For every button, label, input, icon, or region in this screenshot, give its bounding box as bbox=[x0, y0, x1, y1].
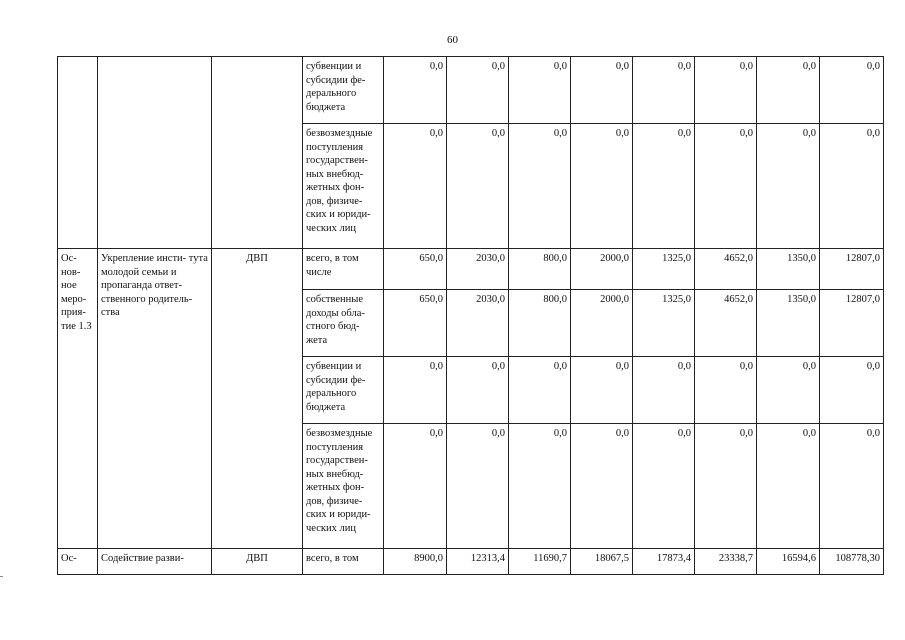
value-cell: 0,0 bbox=[384, 57, 447, 124]
funding-source-cell: собственные доходы обла- стного бюд- жета bbox=[303, 290, 384, 357]
table-row bbox=[58, 249, 884, 290]
value-cell: 0,0 bbox=[633, 57, 695, 124]
value-cell: 11690,7 bbox=[509, 549, 571, 575]
value-cell: 0,0 bbox=[447, 357, 509, 424]
table-row bbox=[58, 549, 884, 575]
value-cell: 0,0 bbox=[509, 424, 571, 549]
funding-source-cell: субвенции и субсидии фе- дерального бюджета bbox=[303, 57, 384, 124]
table-row bbox=[58, 57, 884, 124]
value-cell: 0,0 bbox=[633, 424, 695, 549]
title-cell: Содействие разви- bbox=[98, 549, 212, 575]
value-cell: 0,0 bbox=[571, 357, 633, 424]
value-cell: 108778,30 bbox=[820, 549, 884, 575]
funding-source-cell: безвозмездные поступления государствен- ных внебюд- жетных фон- дов, физиче- ских и юриди- ческих лиц bbox=[303, 124, 384, 249]
value-cell: 12313,4 bbox=[447, 549, 509, 575]
title-cell: Укрепление инсти- тута молодой семьи и пропаганда ответ- ственного родитель- ства bbox=[98, 249, 212, 549]
value-cell: 1325,0 bbox=[633, 249, 695, 290]
value-cell: 0,0 bbox=[509, 57, 571, 124]
value-cell: 0,0 bbox=[820, 57, 884, 124]
value-cell: 1350,0 bbox=[757, 249, 820, 290]
page-number: 60 bbox=[447, 34, 458, 46]
value-cell: 0,0 bbox=[757, 57, 820, 124]
value-cell: 12807,0 bbox=[820, 249, 884, 290]
value-cell: 0,0 bbox=[695, 357, 757, 424]
value-cell: 0,0 bbox=[820, 424, 884, 549]
value-cell: 0,0 bbox=[571, 124, 633, 249]
value-cell: 0,0 bbox=[695, 424, 757, 549]
value-cell: 0,0 bbox=[695, 124, 757, 249]
funding-source-cell: субвенции и субсидии фе- дерального бюджета bbox=[303, 357, 384, 424]
value-cell: 650,0 bbox=[384, 290, 447, 357]
value-cell: 0,0 bbox=[633, 124, 695, 249]
value-cell: 1350,0 bbox=[757, 290, 820, 357]
value-cell: 23338,7 bbox=[695, 549, 757, 575]
value-cell: 1325,0 bbox=[633, 290, 695, 357]
value-cell: 0,0 bbox=[384, 424, 447, 549]
executor-cell: ДВП bbox=[212, 549, 303, 575]
value-cell: 0,0 bbox=[757, 357, 820, 424]
value-cell: 650,0 bbox=[384, 249, 447, 290]
budget-table bbox=[57, 56, 884, 575]
value-cell: 0,0 bbox=[633, 357, 695, 424]
value-cell: 8900,0 bbox=[384, 549, 447, 575]
value-cell: 0,0 bbox=[757, 424, 820, 549]
value-cell: 0,0 bbox=[820, 124, 884, 249]
value-cell: 800,0 bbox=[509, 290, 571, 357]
value-cell: 0,0 bbox=[757, 124, 820, 249]
value-cell: 0,0 bbox=[571, 57, 633, 124]
value-cell: 4652,0 bbox=[695, 290, 757, 357]
value-cell: 0,0 bbox=[447, 424, 509, 549]
value-cell: 0,0 bbox=[820, 357, 884, 424]
funding-source-cell: всего, в том числе bbox=[303, 249, 384, 290]
value-cell: 800,0 bbox=[509, 249, 571, 290]
scan-edge-mark bbox=[0, 576, 3, 577]
value-cell: 0,0 bbox=[509, 124, 571, 249]
value-cell: 0,0 bbox=[384, 357, 447, 424]
event-cell bbox=[58, 57, 98, 249]
value-cell: 4652,0 bbox=[695, 249, 757, 290]
event-cell: Ос- bbox=[58, 549, 98, 575]
value-cell: 0,0 bbox=[384, 124, 447, 249]
funding-source-cell: всего, в том bbox=[303, 549, 384, 575]
value-cell: 2030,0 bbox=[447, 290, 509, 357]
value-cell: 18067,5 bbox=[571, 549, 633, 575]
value-cell: 2000,0 bbox=[571, 290, 633, 357]
value-cell: 0,0 bbox=[571, 424, 633, 549]
value-cell: 0,0 bbox=[447, 57, 509, 124]
event-cell: Ос- нов- ное меро- прия- тие 1.3 bbox=[58, 249, 98, 549]
value-cell: 0,0 bbox=[509, 357, 571, 424]
value-cell: 16594,6 bbox=[757, 549, 820, 575]
value-cell: 0,0 bbox=[695, 57, 757, 124]
title-cell bbox=[98, 57, 212, 249]
value-cell: 17873,4 bbox=[633, 549, 695, 575]
value-cell: 2030,0 bbox=[447, 249, 509, 290]
executor-cell: ДВП bbox=[212, 249, 303, 549]
executor-cell bbox=[212, 57, 303, 249]
value-cell: 2000,0 bbox=[571, 249, 633, 290]
value-cell: 0,0 bbox=[447, 124, 509, 249]
funding-source-cell: безвозмездные поступления государствен- ных внебюд- жетных фон- дов, физиче- ских и юриди- ческих лиц bbox=[303, 424, 384, 549]
value-cell: 12807,0 bbox=[820, 290, 884, 357]
